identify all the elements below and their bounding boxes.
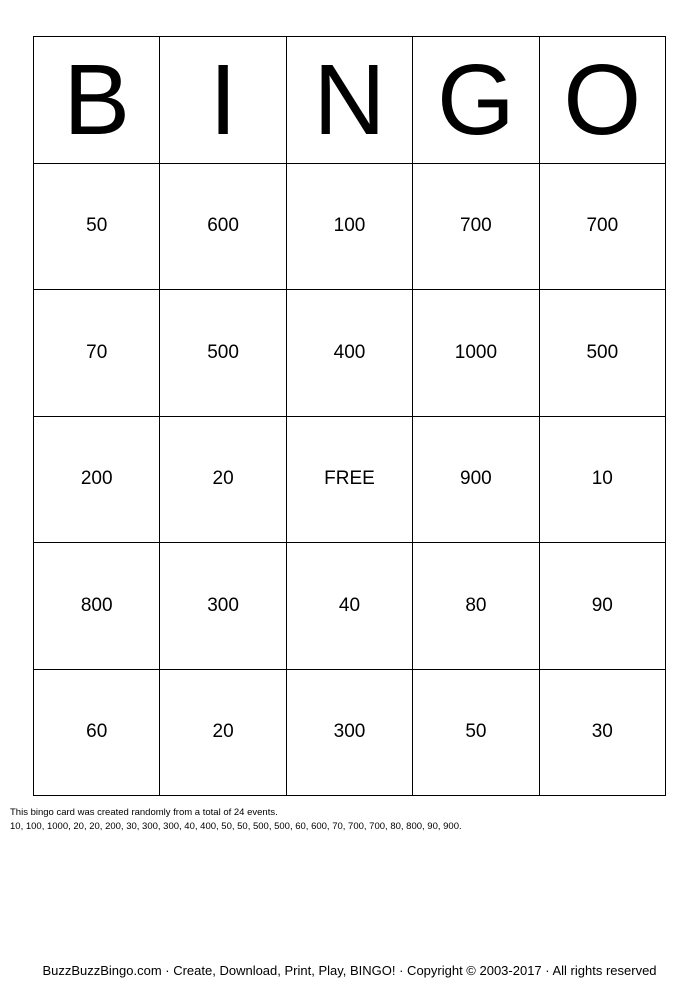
bingo-cell-r4-c4: 80 <box>413 543 539 670</box>
bingo-cell-r3-c4: 900 <box>413 417 539 544</box>
card-info <box>10 806 462 834</box>
bingo-cell-r1-c3: 100 <box>287 164 413 291</box>
header-letter-i: I <box>160 37 286 164</box>
header-letter-b: B <box>34 37 160 164</box>
bingo-cell-r5-c1: 60 <box>34 670 160 797</box>
bingo-cell-r4-c2: 300 <box>160 543 286 670</box>
bingo-cell-r2-c5: 500 <box>540 290 666 417</box>
bingo-cell-r2-c1: 70 <box>34 290 160 417</box>
bingo-cell-r5-c5: 30 <box>540 670 666 797</box>
bingo-cell-r1-c4: 700 <box>413 164 539 291</box>
card-info-summary: This bingo card was created randomly from a total of 24 events. <box>10 807 278 818</box>
bingo-cell-r4-c1: 800 <box>34 543 160 670</box>
bingo-cell-r4-c3: 40 <box>287 543 413 670</box>
bingo-card <box>33 36 666 796</box>
bingo-cell-r5-c2: 20 <box>160 670 286 797</box>
bingo-cell-r5-c3: 300 <box>287 670 413 797</box>
bingo-cell-r3-c5: 10 <box>540 417 666 544</box>
bingo-cell-r4-c5: 90 <box>540 543 666 670</box>
header-letter-g: G <box>413 37 539 164</box>
footer-copyright: BuzzBuzzBingo.com · Create, Download, Print, Play, BINGO! · Copyright © 2003-2017 · All rights reserved <box>42 963 657 978</box>
card-info-events: 10, 100, 1000, 20, 20, 200, 30, 300, 300, 40, 400, 50, 50, 500, 500, 60, 600, 70, 700, 700, 80, 800, 90, 900. <box>10 821 462 832</box>
header-letter-n: N <box>287 37 413 164</box>
bingo-cell-r3-c1: 200 <box>34 417 160 544</box>
bingo-cell-r1-c5: 700 <box>540 164 666 291</box>
bingo-cell-r2-c4: 1000 <box>413 290 539 417</box>
bingo-cell-r1-c1: 50 <box>34 164 160 291</box>
bingo-cell-r3-c2: 20 <box>160 417 286 544</box>
bingo-cell-r1-c2: 600 <box>160 164 286 291</box>
bingo-cell-r5-c4: 50 <box>413 670 539 797</box>
bingo-cell-r2-c2: 500 <box>160 290 286 417</box>
bingo-cell-r2-c3: 400 <box>287 290 413 417</box>
header-letter-o: O <box>540 37 666 164</box>
free-space: FREE <box>287 417 413 544</box>
